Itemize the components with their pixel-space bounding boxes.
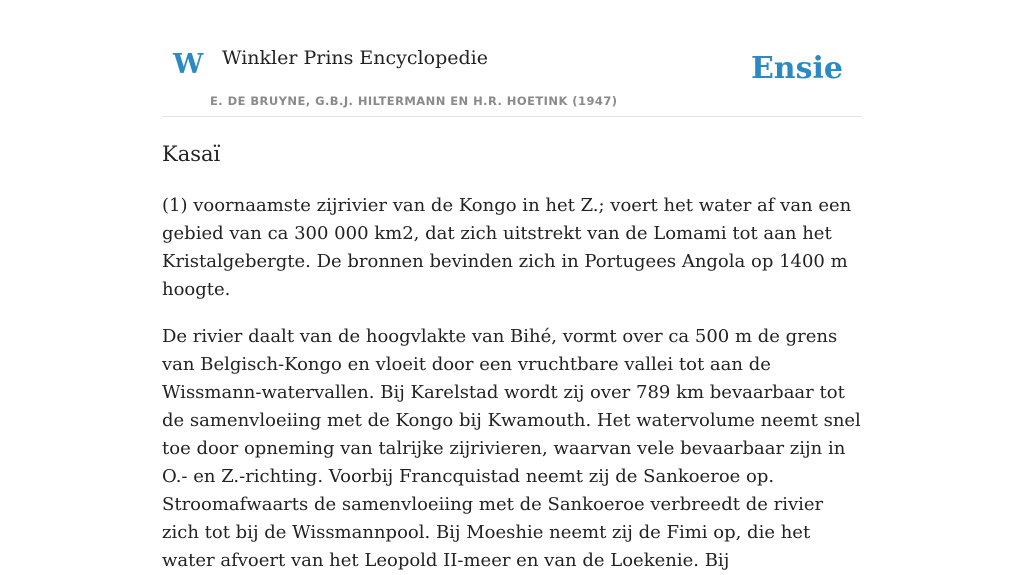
- ensie-brand-logo[interactable]: Ensie: [750, 51, 843, 86]
- publication-authors: E. DE BRUYNE, G.B.J. HILTERMANN EN H.R. HOETINK (1947): [210, 94, 618, 108]
- winkler-prins-logo[interactable]: W: [173, 49, 204, 80]
- article-title: Kasaï: [162, 142, 221, 166]
- article-paragraph-1: (1) voornaamste zijrivier van de Kongo in het Z.; voert het water af van een gebied van ca 300 000 km2, dat zich uitstrekt van de Lomami tot aan het Kristalgebergte. De bronnen bevinden zich in Portugees Angola op 1400 m hoogte.: [162, 195, 852, 300]
- article-paragraph-2: De rivier daalt van de hoogvlakte van Bihé, vormt over ca 500 m de grens van Belgisch-Kongo en vloeit door een vruchtbare vallei tot aan de Wissmann-watervallen. Bij Karelstad wordt zij over 789 km bevaarbaar tot de samenvloeiing met de Kongo bij Kwamouth. Het watervolume neemt snel toe door opneming van talrijke zijrivieren, waarvan vele bevaarbaar zijn in O.- en Z.-richting. Voorbij Francquistad neemt zij de Sankoeroe op. Stroomafwaarts de samenvloeiing met de Sankoeroe verbreedt de rivier zich tot bij de Wissmannpool. Bij Moeshie neemt zij de Fimi op, die het water afvoert van het Leopold II-meer en van de Loekenie. Bij: [162, 326, 861, 571]
- site-header: [162, 0, 862, 117]
- publication-title[interactable]: Winkler Prins Encyclopedie: [222, 47, 488, 69]
- article: [162, 138, 862, 575]
